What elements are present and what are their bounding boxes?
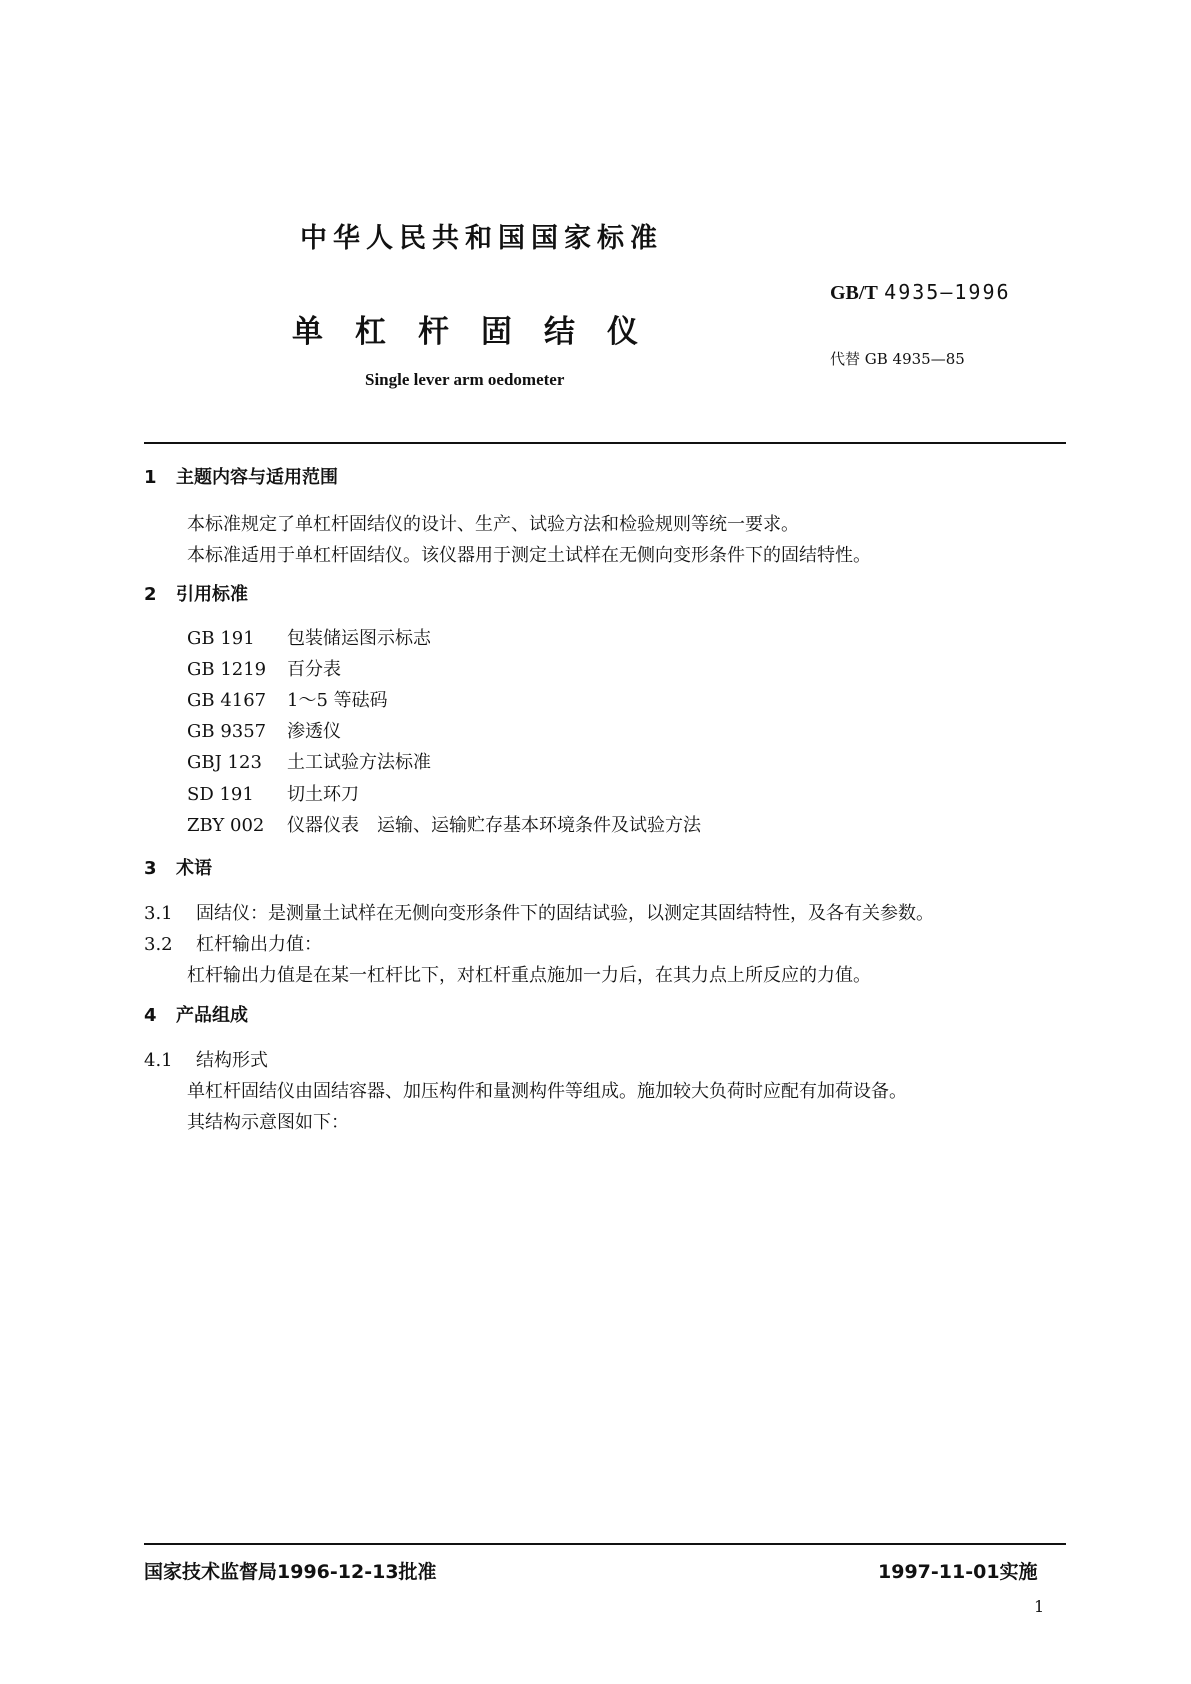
reference-name: 百分表 <box>287 659 341 680</box>
standard-code-prefix: GB/T <box>830 282 878 304</box>
clause-text: 结构形式 <box>196 1050 268 1071</box>
reference-item <box>187 748 431 774</box>
clause-4-1-paragraph: 其结构示意图如下： <box>187 1112 349 1133</box>
reference-item <box>187 717 341 743</box>
reference-item <box>187 624 431 650</box>
reference-name: 切土环刀 <box>287 784 359 805</box>
standard-code-number: 4935—1996 <box>884 280 1011 304</box>
reference-item <box>187 655 341 681</box>
reference-code: SD 191 <box>187 784 254 805</box>
reference-code: GBJ 123 <box>187 752 262 773</box>
section-1-heading <box>144 463 338 489</box>
document-title-cn: 单杠杆固结仪 <box>292 314 670 350</box>
section-1-paragraph: 本标准规定了单杠杆固结仪的设计、生产、试验方法和检验规则等统一要求。 <box>187 514 799 535</box>
clause-number: 3.1 <box>144 903 173 924</box>
section-number: 1 <box>144 467 157 488</box>
section-number: 2 <box>144 584 157 605</box>
reference-name: 1～5 等砝码 <box>287 690 388 711</box>
reference-code: GB 191 <box>187 628 255 649</box>
page-number: 1 <box>1034 1597 1045 1616</box>
section-2-heading <box>144 580 248 606</box>
section-title: 主题内容与适用范围 <box>176 467 338 488</box>
national-standard-heading: 中华人民共和国国家标准 <box>300 223 663 254</box>
reference-code: GB 1219 <box>187 659 267 680</box>
clause-text: 固结仪：是测量土试样在无侧向变形条件下的固结试验，以测定其固结特性，及各有关参数。 <box>196 903 934 924</box>
footer-divider <box>144 1543 1066 1545</box>
reference-name: 包装储运图示标志 <box>287 628 431 649</box>
approval-date: 国家技术监督局1996-12-13批准 <box>144 1561 437 1583</box>
replaces-note: 代替 GB 4935—85 <box>830 350 965 368</box>
section-number: 4 <box>144 1005 157 1026</box>
reference-name: 仪器仪表 运输、运输贮存基本环境条件及试验方法 <box>287 815 701 836</box>
reference-item <box>187 780 359 806</box>
reference-name: 渗透仪 <box>287 721 341 742</box>
header-divider <box>144 442 1066 444</box>
reference-code: GB 9357 <box>187 721 267 742</box>
document-title-en: Single lever arm oedometer <box>365 370 565 389</box>
clause-3-1 <box>144 899 934 925</box>
section-3-heading <box>144 854 212 880</box>
reference-item <box>187 686 388 712</box>
standard-code <box>830 280 1011 305</box>
reference-code: GB 4167 <box>187 690 267 711</box>
reference-code: ZBY 002 <box>187 815 265 836</box>
clause-text: 杠杆输出力值： <box>196 934 322 955</box>
clause-4-1-paragraph: 单杠杆固结仪由固结容器、加压构件和量测构件等组成。施加较大负荷时应配有加荷设备。 <box>187 1081 907 1102</box>
section-number: 3 <box>144 858 157 879</box>
section-title: 引用标准 <box>176 584 248 605</box>
implementation-date: 1997-11-01实施 <box>878 1561 1038 1583</box>
section-4-heading <box>144 1001 248 1027</box>
section-title: 产品组成 <box>176 1005 248 1026</box>
section-1-paragraph: 本标准适用于单杠杆固结仪。该仪器用于测定土试样在无侧向变形条件下的固结特性。 <box>187 545 871 566</box>
clause-number: 3.2 <box>144 934 173 955</box>
section-title: 术语 <box>176 858 212 879</box>
reference-name: 土工试验方法标准 <box>287 752 431 773</box>
reference-item <box>187 811 701 837</box>
clause-number: 4.1 <box>144 1050 173 1071</box>
clause-3-2 <box>144 930 322 956</box>
clause-3-2-paragraph: 杠杆输出力值是在某一杠杆比下，对杠杆重点施加一力后，在其力点上所反应的力值。 <box>187 965 871 986</box>
clause-4-1 <box>144 1046 268 1072</box>
